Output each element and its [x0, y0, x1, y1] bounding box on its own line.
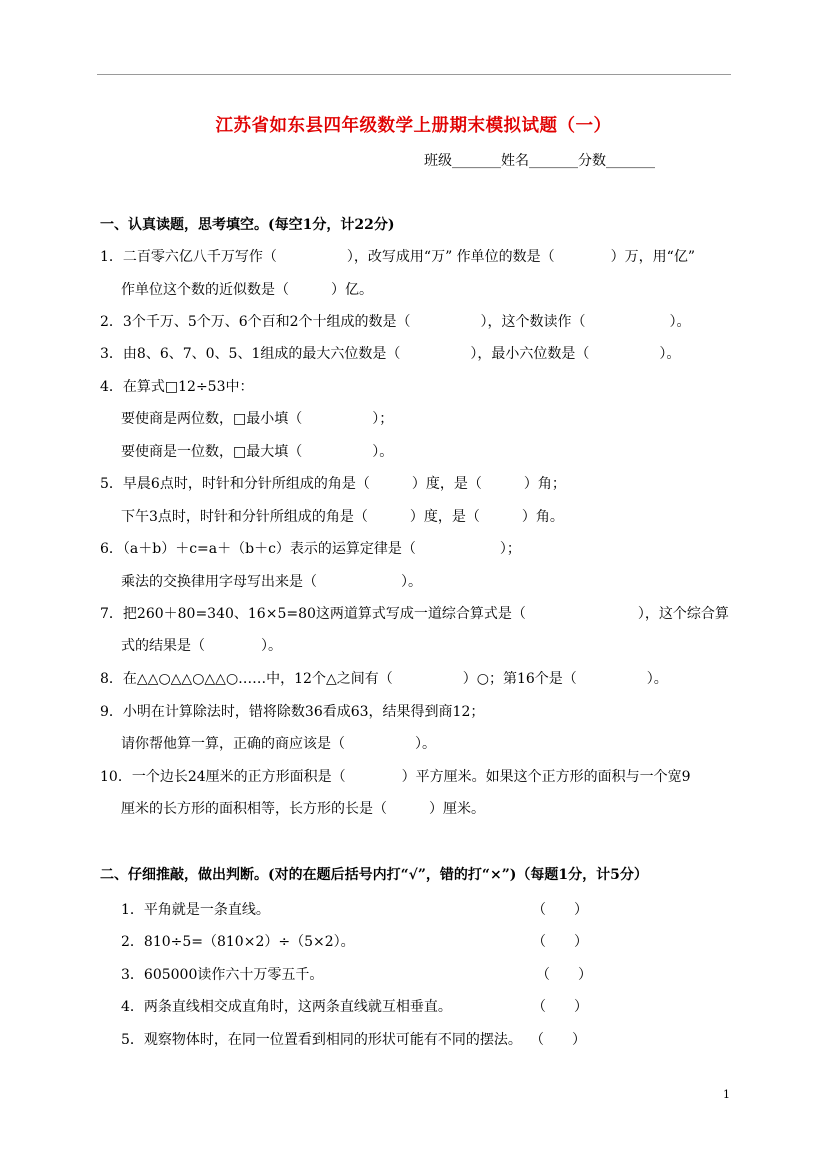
judge-answer-blank-1: （ ） — [532, 902, 588, 918]
header-rule — [97, 74, 731, 75]
question-7-line-2: 式的结果是（ ）。 — [121, 638, 282, 654]
section-2-title: 二、仔细推敲，做出判断。(对的在题后括号内打“√”，错的打“×”)（每题1分，计5分） — [100, 867, 648, 883]
question-2: 2．3个千万、5个万、6个百和2个十组成的数是（ ），这个数读作（ ）。 — [100, 314, 691, 330]
question-5-line-2: 下午3点时，时针和分针所组成的角是（ ）度，是（ ）角。 — [121, 509, 564, 525]
judge-item-2: 2．810÷5=（810×2）÷（5×2）。 — [121, 934, 355, 950]
question-5-line-1: 5．早晨6点时，时针和分针所组成的角是（ ）度，是（ ）角； — [100, 476, 566, 492]
question-1-line-1: 1．二百零六亿八千万写作（ ），改写成用“万” 作单位的数是（ ）万，用“亿” — [100, 249, 695, 265]
judge-item-3: 3．605000读作六十万零五千。 — [121, 967, 324, 983]
judge-item-1: 1．平角就是一条直线。 — [121, 902, 270, 918]
page-title: 江苏省如东县四年级数学上册期末模拟试题（一） — [215, 116, 612, 136]
question-10-line-1: 10．一个边长24厘米的正方形面积是（ ）平方厘米。如果这个正方形的面积与一个宽9 — [100, 769, 691, 785]
question-1-line-2: 作单位这个数的近似数是（ ）亿。 — [121, 282, 373, 298]
judge-answer-blank-2: （ ） — [532, 934, 588, 950]
question-9-line-2: 请你帮他算一算，正确的商应该是（ ）。 — [121, 736, 436, 752]
question-4-line-1: 4．在算式□12÷53中： — [100, 379, 254, 395]
judge-item-5: 5．观察物体时，在同一位置看到相同的形状可能有不同的摆法。 — [121, 1032, 522, 1048]
question-6-line-2: 乘法的交换律用字母写出来是（ ）。 — [121, 574, 422, 590]
page-number: 1 — [723, 1088, 730, 1101]
question-9-line-1: 9．小明在计算除法时，错将除数36看成63，结果得到商12； — [100, 704, 485, 720]
judge-answer-blank-3: （ ） — [536, 967, 592, 983]
question-7-line-1: 7．把260＋80=340、16×5=80这两道算式写成一道综合算式是（ ），这个综合算 — [100, 606, 729, 622]
judge-answer-blank-4: （ ） — [532, 999, 588, 1015]
section-1-title: 一、认真读题，思考填空。(每空1分，计22分) — [100, 217, 395, 233]
judge-item-4: 4．两条直线相交成直角时，这两条直线就互相垂直。 — [121, 999, 452, 1015]
student-info-line: 班级_______姓名_______分数_______ — [424, 153, 655, 169]
question-4-line-3: 要使商是一位数，□最大填（ ）。 — [121, 444, 394, 460]
question-10-line-2: 厘米的长方形的面积相等，长方形的长是（ ）厘米。 — [121, 801, 485, 817]
judge-answer-blank-5: （ ） — [530, 1032, 586, 1048]
question-8: 8．在△△○△△○△△○……中，12个△之间有（ ）○；第16个是（ ）。 — [100, 671, 668, 687]
question-3: 3．由8、6、7、0、5、1组成的最大六位数是（ ），最小六位数是（ ）。 — [100, 346, 681, 362]
question-6-line-1: 6．（a＋b）＋c=a＋（b＋c）表示的运算定律是（ ）； — [100, 541, 521, 557]
question-4-line-2: 要使商是两位数，□最小填（ ）； — [121, 411, 394, 427]
